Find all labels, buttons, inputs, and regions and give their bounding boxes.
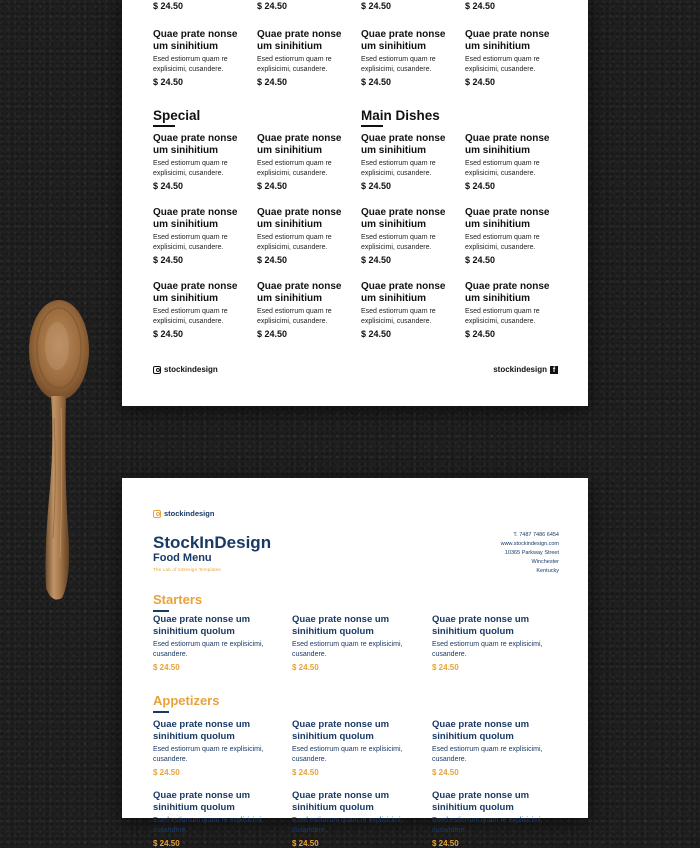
item-description: Esed estiorrum quam re explisicimi, cusandere.	[153, 817, 264, 834]
item-price: $ 24.50	[432, 839, 459, 848]
item-description: Esed estiorrum quam re explisicimi, cusandere.	[257, 160, 332, 177]
facebook-icon: f	[550, 366, 558, 374]
brand-title: StockInDesign	[153, 533, 272, 552]
item-name: Quae prate nonse um sinihitium quolum	[432, 614, 530, 637]
item-name: Quae prate nonse um sinihitium	[465, 281, 550, 304]
menu-item	[292, 614, 417, 672]
item-name: Quae prate nonse um sinihitium quolum	[432, 790, 530, 813]
item-description: Esed estiorrum quam re explisicimi, cusandere.	[257, 308, 332, 325]
item-name: Quae prate nonse um sinihitium	[361, 281, 446, 304]
menu-item	[153, 29, 253, 87]
menu-item	[432, 719, 557, 777]
menu-item	[465, 133, 565, 191]
section-underline	[153, 711, 169, 713]
section-title-main-dishes: Main Dishes	[361, 108, 440, 127]
menu-item	[361, 207, 461, 265]
item-description: Esed estiorrum quam re explisicimi, cusandere.	[153, 746, 264, 763]
price: $ 24.50	[257, 1, 288, 11]
header-handle: stockindesign	[164, 509, 215, 518]
item-price: $ 24.50	[361, 255, 392, 265]
menu-item	[257, 133, 357, 191]
item-price: $ 24.50	[153, 839, 180, 848]
item-description: Esed estiorrum quam re explisicimi, cusandere.	[361, 56, 436, 73]
item-name: Quae prate nonse um sinihitium	[153, 281, 238, 304]
item-name: Quae prate nonse um sinihitium quolum	[153, 719, 251, 742]
section-underline	[361, 125, 383, 127]
item-price: $ 24.50	[465, 329, 496, 339]
item-name: Quae prate nonse um sinihitium	[153, 133, 238, 156]
item-description: Esed estiorrum quam re explisicimi, cusandere.	[153, 234, 228, 251]
item-description: Esed estiorrum quam re explisicimi, cusandere.	[292, 641, 403, 658]
menu-item	[361, 281, 461, 339]
item-price: $ 24.50	[465, 181, 496, 191]
menu-item	[432, 614, 557, 672]
item-price: $ 24.50	[257, 181, 288, 191]
item-price: $ 24.50	[153, 181, 184, 191]
wooden-spoon-image	[24, 298, 94, 604]
instagram-icon	[153, 510, 161, 518]
item-name: Quae prate nonse um sinihitium	[361, 207, 446, 230]
item-description: Esed estiorrum quam re explisicimi, cusandere.	[361, 160, 436, 177]
item-name: Quae prate nonse um sinihitium	[257, 281, 342, 304]
item-description: Esed estiorrum quam re explisicimi, cusandere.	[465, 56, 540, 73]
menu-item	[361, 29, 461, 87]
item-description: Esed estiorrum quam re explisicimi, cusandere.	[257, 56, 332, 73]
item-price: $ 24.50	[153, 77, 184, 87]
item-description: Esed estiorrum quam re explisicimi, cusandere.	[153, 641, 264, 658]
item-description: Esed estiorrum quam re explisicimi, cusandere.	[432, 641, 543, 658]
item-name: Quae prate nonse um sinihitium	[153, 207, 238, 230]
item-description: Esed estiorrum quam re explisicimi, cusandere.	[432, 817, 543, 834]
menu-item	[153, 614, 278, 672]
menu-item	[292, 719, 417, 777]
menu-item	[153, 281, 253, 339]
price: $ 24.50	[361, 1, 392, 11]
footer-facebook[interactable]	[493, 365, 558, 374]
menu-item	[257, 207, 357, 265]
menu-item	[257, 29, 357, 87]
menu-item	[257, 281, 357, 339]
item-description: Esed estiorrum quam re explisicimi, cusandere.	[153, 56, 228, 73]
footer-handle: stockindesign	[493, 365, 547, 374]
menu-item	[153, 207, 253, 265]
section-underline	[153, 610, 169, 612]
item-price: $ 24.50	[361, 77, 392, 87]
instagram-icon	[153, 366, 161, 374]
menu-page-2	[122, 478, 588, 848]
contact-website: www.stockindesign.com	[500, 541, 559, 547]
contact-state: Kentucky	[536, 568, 559, 574]
section-underline	[153, 125, 175, 127]
menu-subtitle: Food Menu	[153, 552, 212, 564]
item-description: Esed estiorrum quam re explisicimi, cusandere.	[361, 308, 436, 325]
item-price: $ 24.50	[153, 255, 184, 265]
item-price: $ 24.50	[153, 663, 180, 672]
menu-page-1	[122, 0, 588, 406]
item-price: $ 24.50	[465, 77, 496, 87]
item-name: Quae prate nonse um sinihitium quolum	[153, 790, 251, 813]
item-description: Esed estiorrum quam re explisicimi, cusandere.	[465, 160, 540, 177]
footer-handle: stockindesign	[164, 365, 218, 374]
item-name: Quae prate nonse um sinihitium	[153, 29, 238, 52]
menu-item	[465, 29, 565, 87]
item-name: Quae prate nonse um sinihitium quolum	[153, 614, 251, 637]
menu-item	[292, 790, 417, 848]
item-price: $ 24.50	[361, 181, 392, 191]
contact-block	[501, 531, 559, 576]
item-description: Esed estiorrum quam re explisicimi, cusandere.	[465, 308, 540, 325]
contact-city: Winchester	[531, 559, 559, 565]
item-name: Quae prate nonse um sinihitium	[465, 207, 550, 230]
price: $ 24.50	[465, 1, 496, 11]
item-description: Esed estiorrum quam re explisicimi, cusandere.	[465, 234, 540, 251]
item-price: $ 24.50	[153, 768, 180, 777]
menu-item	[153, 133, 253, 191]
item-name: Quae prate nonse um sinihitium quolum	[292, 719, 390, 742]
item-price: $ 24.50	[257, 77, 288, 87]
tagline: The Lab of InDesign Templates	[153, 567, 222, 572]
section-title-special: Special	[153, 108, 200, 127]
item-price: $ 24.50	[153, 329, 184, 339]
contact-phone: T. 7487 7486 6454	[513, 532, 559, 538]
item-description: Esed estiorrum quam re explisicimi, cusandere.	[432, 746, 543, 763]
item-name: Quae prate nonse um sinihitium	[257, 29, 342, 52]
menu-item	[153, 719, 278, 777]
section-title-starters: Starters	[153, 592, 202, 612]
item-description: Esed estiorrum quam re explisicimi, cusandere.	[153, 160, 228, 177]
header-instagram[interactable]	[153, 509, 214, 518]
item-name: Quae prate nonse um sinihitium	[257, 207, 342, 230]
item-description: Esed estiorrum quam re explisicimi, cusandere.	[292, 746, 403, 763]
item-price: $ 24.50	[432, 768, 459, 777]
price: $ 24.50	[153, 1, 184, 11]
item-price: $ 24.50	[257, 255, 288, 265]
item-description: Esed estiorrum quam re explisicimi, cusandere.	[257, 234, 332, 251]
item-description: Esed estiorrum quam re explisicimi, cusandere.	[153, 308, 228, 325]
contact-street: 10365 Parkway Street	[504, 550, 559, 556]
item-price: $ 24.50	[292, 663, 319, 672]
menu-item	[153, 790, 278, 848]
item-price: $ 24.50	[432, 663, 459, 672]
item-name: Quae prate nonse um sinihitium	[361, 133, 446, 156]
item-name: Quae prate nonse um sinihitium quolum	[292, 614, 390, 637]
item-name: Quae prate nonse um sinihitium	[361, 29, 446, 52]
item-price: $ 24.50	[361, 329, 392, 339]
item-name: Quae prate nonse um sinihitium	[257, 133, 342, 156]
item-price: $ 24.50	[292, 768, 319, 777]
item-price: $ 24.50	[465, 255, 496, 265]
item-description: Esed estiorrum quam re explisicimi, cusandere.	[292, 817, 403, 834]
section-title-appetizers: Appetizers	[153, 693, 219, 713]
menu-item	[465, 207, 565, 265]
item-description: Esed estiorrum quam re explisicimi, cusandere.	[361, 234, 436, 251]
menu-item	[361, 133, 461, 191]
item-name: Quae prate nonse um sinihitium quolum	[292, 790, 390, 813]
item-name: Quae prate nonse um sinihitium quolum	[432, 719, 530, 742]
item-name: Quae prate nonse um sinihitium	[465, 29, 550, 52]
item-price: $ 24.50	[292, 839, 319, 848]
menu-item	[432, 790, 557, 848]
footer-instagram[interactable]	[153, 365, 218, 374]
menu-item	[465, 281, 565, 339]
item-name: Quae prate nonse um sinihitium	[465, 133, 550, 156]
item-price: $ 24.50	[257, 329, 288, 339]
